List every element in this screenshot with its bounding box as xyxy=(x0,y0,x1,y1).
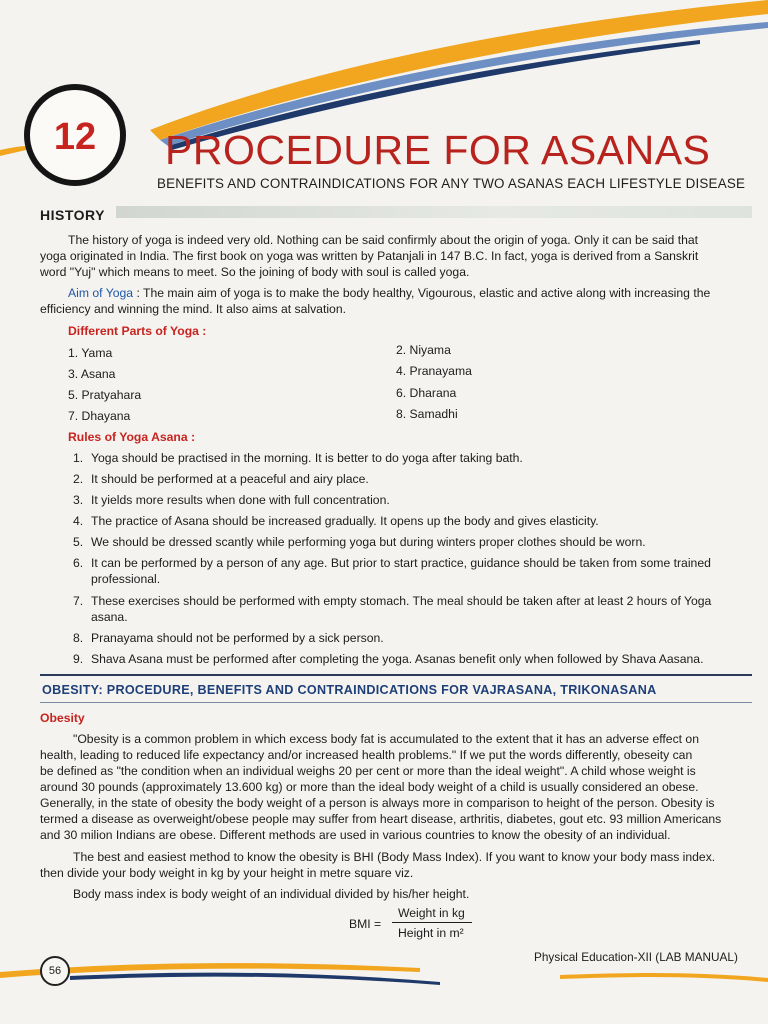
page-number: 56 xyxy=(48,965,62,977)
book-title-footer: Physical Education-XII (LAB MANUAL) xyxy=(534,950,738,964)
section-divider-bottom xyxy=(40,702,752,703)
bmi-denominator: Height in m² xyxy=(398,926,464,940)
obesity-para-line: health, leading to reduced life expectancy and/or increased health problems." If we put the words differently, obeseity can xyxy=(40,748,693,762)
aim-of-yoga-label: Aim of Yoga xyxy=(68,286,134,300)
obesity-para-line: around 30 pounds (approximately 13.600 kg) or more than the ideal body weight of a child is usually considered an obese. xyxy=(40,780,699,794)
aim-of-yoga-line-1 xyxy=(68,285,710,302)
history-heading-band xyxy=(116,206,752,218)
obesity-section-heading: OBESITY: PROCEDURE, BENEFITS AND CONTRAINDICATIONS FOR VAJRASANA, TRIKONASANA xyxy=(42,683,657,697)
obesity-para-line: "Obesity is a common problem in which excess body fat is accumulated to the extent that it has an adverse effect on xyxy=(73,732,699,746)
different-parts-label: Different Parts of Yoga : xyxy=(68,324,207,338)
obesity-para-line: and 30 milion Indians are obese. Different methods are used in various countries to know the obesity of an individual. xyxy=(40,828,671,842)
part-item: 7. Dhayana xyxy=(68,409,131,423)
history-line-1: The history of yoga is indeed very old. Nothing can be said confirmly about the origin of yoga. Only it can be said that xyxy=(68,233,699,247)
bmi-para-line: The best and easiest method to know the obesity is BHI (Body Mass Index). If you want to know your body mass index. xyxy=(73,850,716,864)
bmi-definition: Body mass index is body weight of an individual divided by his/her height. xyxy=(73,887,470,901)
section-divider-top xyxy=(40,674,752,676)
obesity-subheading: Obesity xyxy=(40,711,85,725)
history-line-3: word "Yuj" which means to meet. So the joining of body with soul is called yoga. xyxy=(40,265,470,279)
part-item: 2. Niyama xyxy=(396,343,451,357)
chapter-subtitle: BENEFITS AND CONTRAINDICATIONS FOR ANY TWO ASANAS EACH LIFESTYLE DISEASE xyxy=(157,176,746,191)
part-item: 3. Asana xyxy=(68,367,116,381)
bmi-numerator: Weight in kg xyxy=(398,906,465,920)
part-item: 4. Pranayama xyxy=(396,364,472,378)
aim-of-yoga-line-2: efficiency and winning the mind. It also aims at salvation. xyxy=(40,302,346,316)
bmi-lhs: BMI = xyxy=(349,917,382,931)
part-item: 6. Dharana xyxy=(396,386,457,400)
history-heading: HISTORY xyxy=(40,207,105,223)
chapter-title: PROCEDURE FOR ASANAS xyxy=(165,127,711,173)
bmi-para-line: then divide your body weight in kg by your height in metre square viz. xyxy=(40,866,414,880)
chapter-number-badge xyxy=(24,84,126,186)
obesity-para-line: be defined as "the condition when an individual weighs 20 per cent or more than the ideal weight". A child whose weight is xyxy=(40,764,696,778)
obesity-para-line: Generally, in the state of obesity the body weight of a person is always more in comparison to height of the person. Obesity is xyxy=(40,796,715,810)
page: 12 PROCEDURE FOR ASANAS BENEFITS AND CONTRAINDICATIONS FOR ANY TWO ASANAS EACH LIFESTYLE DISEASE HISTORY The history of yoga is indeed very old. Nothing can be said confirmly about the origin of yoga. Only it can be said that yoga originated in India. The first book on yoga was written by Patanjali in 147 B.C. In fact, yoga is derived from a Sanskrit word "Yuj" which means to meet. So the joining of body with soul is called yoga. Aim of Yoga : The main aim of yoga is to make the body healthy, Vigourous, elastic and active along with increasing the efficiency and winning the mind. It also aims at salvation. Different Parts of Yoga : 1. Yama 2. Niyama 3. Asana 4. Pranayama 5. Pratyahara 6. Dharana 7. Dhayana 8. Samadhi Rules of Yoga Asana : 1. Yoga should be practised in the morning. It is better to do yoga after taking bath. 2. It should be performed at a peaceful and airy place. 3. It yields more results when done with full concentration. 4. The practice of Asana should be increased gradually. It opens up the body and gives elasticity. 5. We should be dressed scantly while performing yoga but during winters proper clothes should be worn. 6. It can be performed by a person of any age. But prior to start practice, guidance should be taken from some trained professional. 7. These exercises should be performed with empty stomach. The meal should be taken after at least 2 hours of Yoga asana. 8. Pranayama should not be performed by a sick person. 9. Shava Asana must be performed after completing the yoga. Asanas benefit only when followed by Shava Aasana. OBESITY: PROCEDURE, BENEFITS AND CONTRAINDICATIONS FOR VAJRASANA, TRIKONASANA Obesity "Obesity is a common problem in which excess body fat is accumulated to the extent that it has an adverse effect on health, leading to reduced life expectancy and/or increased health problems." If we put the words differently, obeseity can be defined as "the condition when an individual weighs 20 per cent or more than the ideal weight". A child whose weight is around 30 pounds (approximately 13.600 kg) or more than the ideal body weight of a child is usually considered an obese. Generally, in the state of obesity the body weight of a person is always more in comparison to height of the person. Obesity is termed a disease as overweight/obese people may suffer from heart disease, arthritis, diabetes, gout etc. 93 million Americans and 30 milion Indians are obese. Different methods are used in various countries to know the obesity of an individual. The best and easiest method to know the obesity is BHI (Body Mass Index). If you want to know your body mass index. then divide your body weight in kg by your height in metre square viz. Body mass index is body weight of an individual divided by his/her height. BMI = Weight in kg Height in m² Physical Education-XII (LAB MANUAL) 56 xyxy=(0,0,768,1024)
part-item: 5. Pratyahara xyxy=(68,388,142,402)
history-line-2: yoga originated in India. The first book on yoga was written by Patanjali in 147 B.C. In fact, yoga is derived from a Sanskrit xyxy=(40,249,699,263)
bmi-fraction-line xyxy=(392,922,472,923)
aim-of-yoga-text: : The main aim of yoga is to make the body healthy, Vigourous, elastic and active along with increasing the xyxy=(133,286,711,300)
page-number-badge xyxy=(40,956,70,986)
chapter-number: 12 xyxy=(53,116,97,158)
obesity-para-line: termed a disease as overweight/obese people may suffer from heart disease, arthritis, diabetes, gout etc. 93 million Americans xyxy=(40,812,722,826)
rules-label: Rules of Yoga Asana : xyxy=(68,430,196,444)
part-item: 1. Yama xyxy=(68,346,113,360)
part-item: 8. Samadhi xyxy=(396,407,458,421)
